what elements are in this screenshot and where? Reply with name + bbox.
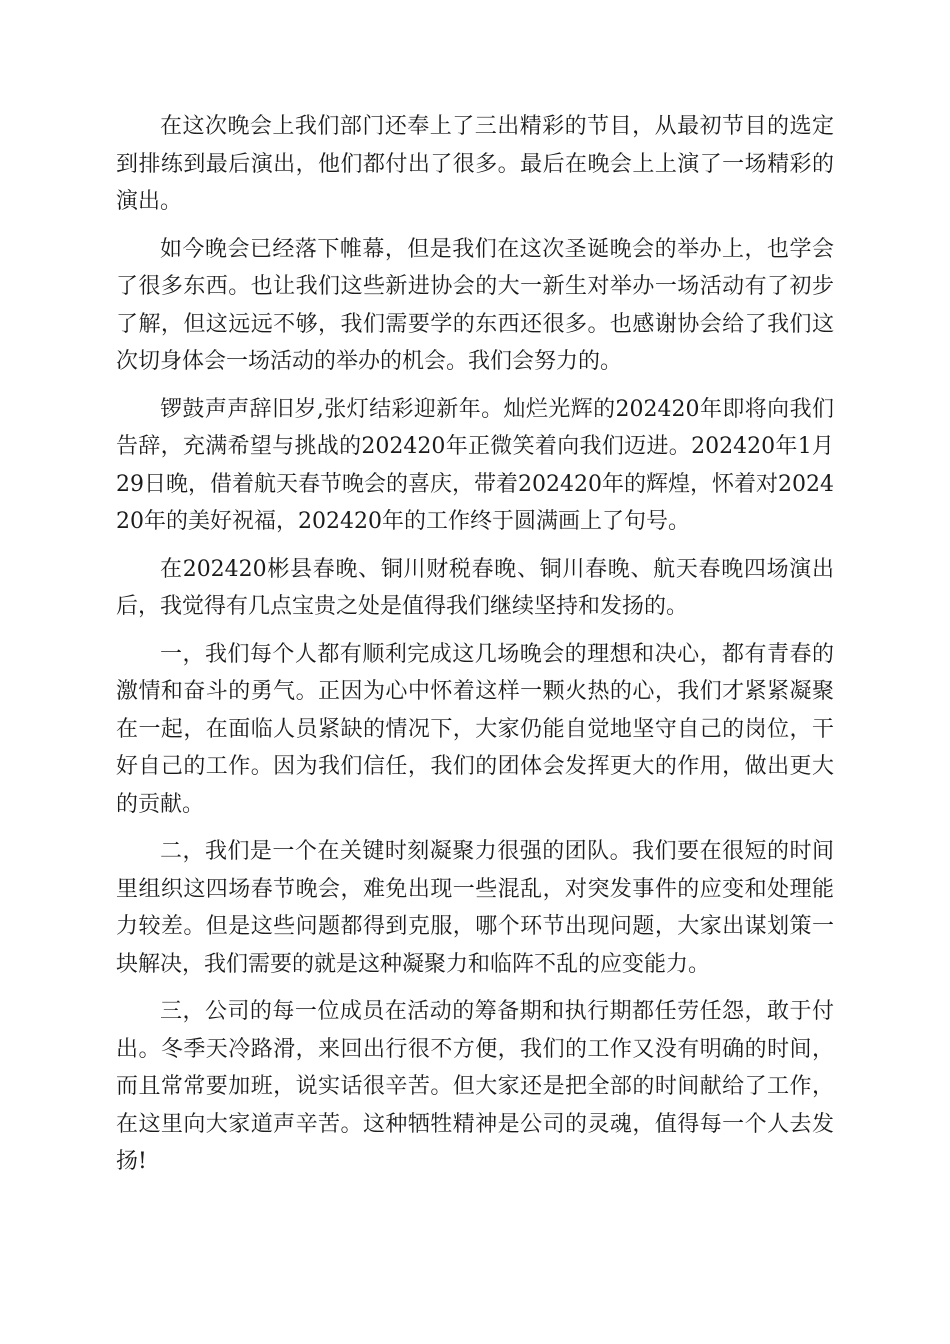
- document-body: [116, 108, 834, 1191]
- paragraph: 如今晚会已经落下帷幕，但是我们在这次圣诞晚会的举办上，也学会了很多东西。也让我们这些新进协会的大一新生对举办一场活动有了初步了解，但这远远不够，我们需要学的东西还很多。也感谢协会给了我们这次切身体会一场活动的举办的机会。我们会努力的。: [116, 236, 834, 374]
- paragraph: 三，公司的每一位成员在活动的筹备期和执行期都任劳任怨，敢于付出。冬季天冷路滑，来回出行很不方便，我们的工作又没有明确的时间，而且常常要加班，说实话很辛苦。但大家还是把全部的时间献给了工作，在这里向大家道声辛苦。这种牺牲精神是公司的灵魂，值得每一个人去发扬!: [116, 999, 834, 1174]
- paragraph: 一，我们每个人都有顺利完成这几场晚会的理想和决心，都有青春的激情和奋斗的勇气。正因为心中怀着这样一颗火热的心，我们才紧紧凝聚在一起，在面临人员紧缺的情况下，大家仍能自觉地坚守自己的岗位，干好自己的工作。因为我们信任，我们的团体会发挥更大的作用，做出更大的贡献。: [116, 641, 834, 817]
- paragraph: 在这次晚会上我们部门还奉上了三出精彩的节目，从最初节目的选定到排练到最后演出，他们都付出了很多。最后在晚会上上演了一场精彩的演出。: [116, 114, 834, 214]
- paragraph: 锣鼓声声辞旧岁,张灯结彩迎新年。灿烂光辉的202420年即将向我们告辞，充满希望与挑战的202420年正微笑着向我们迈进。202420年1月29日晚，借着航天春节晚会的喜庆，带着202420年的辉煌，怀着对202420年的美好祝福，202420年的工作终于圆满画上了句号。: [116, 396, 834, 534]
- paragraph: 二，我们是一个在关键时刻凝聚力很强的团队。我们要在很短的时间里组织这四场春节晚会，难免出现一些混乱，对突发事件的应变和处理能力较差。但是这些问题都得到克服，哪个环节出现问题，大家出谋划策一块解决，我们需要的就是这种凝聚力和临阵不乱的应变能力。: [116, 839, 834, 977]
- paragraph: 在202420彬县春晚、铜川财税春晚、铜川春晚、航天春晚四场演出后，我觉得有几点宝贵之处是值得我们继续坚持和发扬的。: [116, 556, 835, 619]
